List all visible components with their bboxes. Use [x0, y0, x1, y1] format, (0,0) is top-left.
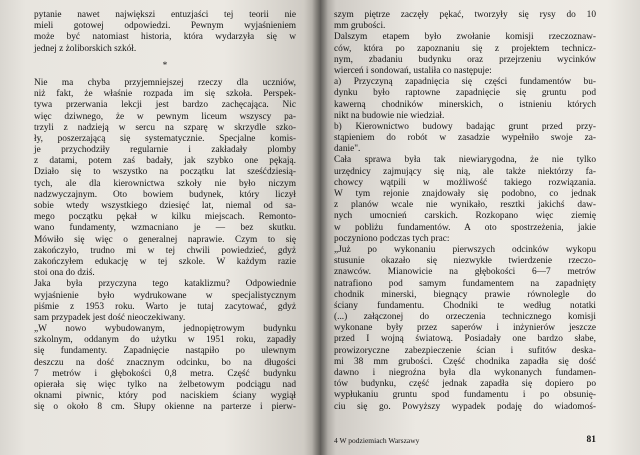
text-line: Cała sprawa była tak niewiarygodna, że nie tylko — [334, 155, 596, 166]
text-line: Działo się to wszystko na początku lat sześćdziesią- — [34, 167, 296, 178]
text-line: tych, ale dla kierownictwa szkoły nie było niczym — [34, 178, 296, 189]
text-line: wierceń i sondowań, ustaliła co następuje: — [334, 65, 492, 76]
text-line: Mówiło się więc o generalnej naprawie. Czym to się — [34, 234, 296, 245]
text-line: * — [162, 60, 168, 71]
text-line: w pobliżu fundamentów. A oto spostrzeżenia, jakie — [334, 222, 596, 233]
text-line: więc dziwnego, że w pewnym liceum wszyscy pa- — [34, 111, 296, 122]
text-line: stąpieniem do robót w zasadzie wypełniło swoje za- — [334, 133, 596, 144]
text-line: z datami, potem zaś badały, jak szybko one pękają. — [34, 156, 296, 167]
text-line: W tym rejonie znajdowały się podobno, co jednak — [334, 189, 596, 199]
text-line: mi 38 mm grubości. Część chodnika zapadła się dość — [334, 356, 596, 367]
text-line: mieli gotowej odpowiedzi. Pewnym wyjaśnieniem — [34, 21, 296, 32]
text-line: nadzwyczajnym. Oto bowiem budynek, który liczył — [34, 189, 296, 200]
text-line: nym, zbadaniu budynku oraz przejrzeniu wycinków — [334, 54, 596, 65]
text-line: mm grubości. — [334, 21, 386, 32]
text-line: opierała się więc tylko na żelbetowym podciągu nad — [34, 380, 296, 390]
text-line: stoi ona do dziś. — [34, 268, 95, 279]
text-line: chodnik minerski, biegnący prawie równolegle do — [334, 289, 596, 300]
text-line: ściany fundamentu. Chodniki te według notatki — [334, 300, 596, 311]
book-gutter — [312, 0, 328, 455]
text-line: szym piętrze zaczęły pękać, tworzyły się rysy do 10 — [334, 10, 596, 20]
text-line: Dalszym etapem było zwołanie komisji rzeczoznaw- — [334, 32, 596, 43]
text-line: 7 metrów i głębokości 0,8 metra. Część budynku — [34, 368, 296, 379]
left-page-text — [34, 10, 296, 414]
text-line: chowcy wątpili w możliwość takiego rozwiązania. — [334, 177, 596, 188]
running-footer-title: 4 W podziemiach Warszawy — [334, 436, 420, 445]
text-line: dawno i niegroźna była dla wykonanych fundamen- — [334, 368, 596, 378]
text-line: prowizoryczne zabezpieczenie ścian i sufitów deska- — [334, 345, 596, 356]
text-line: piśmie z 1953 roku. Warto je tutaj zacytować, gdyż — [34, 301, 296, 312]
text-line: ły, poszerzającą się systematycznie. Specjalne komis- — [34, 133, 296, 144]
right-page-text — [334, 10, 596, 413]
text-line: z planów wcale nie wynikało, resztki jakichś daw- — [334, 200, 596, 211]
text-line: sam przypadek jest dość nieoczekiwany. — [34, 312, 186, 323]
text-line: danie". — [334, 144, 361, 155]
text-line: nikt na budowie nie wiedział. — [334, 110, 445, 121]
text-line: ciu się go. Powyższy wypadek podaję do wiadomoś- — [334, 401, 596, 412]
text-line: wykonane były przez saperów i inżynierów jeszcze — [334, 323, 596, 334]
text-line: urzędnicy zajmujący się nią, ale także niektórzy fa- — [334, 166, 596, 177]
text-line: nych umocnień carskich. Rozkopano więc ziemię — [334, 211, 596, 222]
text-line: szkolnym, oddanym do użytku w 1951 roku, zapadły — [34, 335, 296, 346]
text-line: pytanie nawet największi entuzjaści tej teorii nie — [34, 10, 296, 20]
text-line: je przychodziły regularnie i zakładały plomby — [34, 145, 296, 156]
page-number: 81 — [586, 435, 596, 445]
text-line: zakończyło, trudno mi w tej chwili powiedzieć, gdyż — [34, 245, 296, 256]
text-line: (...) załączonej do orzeczenia technicznego komisji — [334, 312, 596, 323]
text-line: natrafiono pod samym fundamentem na zapadnięty — [334, 278, 596, 289]
text-line: tów budynku, część jednak zapadła się dopiero po — [334, 379, 596, 390]
text-line: ców, która po zapoznaniu się z projektem technicz- — [334, 43, 596, 54]
text-line: zakończyłem edukację w tej szkole. W każdym razie — [34, 256, 296, 267]
text-line: oknami piwnic, który pod naciskiem ściany wygiął — [34, 391, 296, 402]
text-line: wyjaśnienie było wydrukowane w specjalistycznym — [34, 290, 296, 301]
right-page — [320, 0, 640, 455]
text-line: b) Kierownictwo budowy badając grunt przed przy- — [334, 121, 596, 132]
text-line: może być natomiast historia, która wydarzyła się w — [34, 32, 296, 43]
page-footer — [334, 435, 596, 445]
text-line: sobie wtedy wszystkiego dziesięć lat, niemal od sa- — [34, 201, 296, 211]
text-line: a) Przyczyną zapadnięcia się części fundamentów bu- — [334, 77, 596, 88]
text-line: jednej z żoliborskich szkół. — [34, 43, 137, 54]
text-line: poczyniono podczas tych prac: — [334, 233, 450, 244]
text-line: się o około 8 cm. Słupy okienne na parterze i pierw- — [34, 402, 296, 413]
text-line: Nie ma chyba przyjemniejszej rzeczy dla uczniów, — [34, 77, 296, 88]
text-line: niż fakt, że właśnie rozpada im się szkoła. Perspek- — [34, 89, 296, 100]
text-line: się fundamenty. Zapadnięcie nastąpiło po ulewnym — [34, 346, 296, 357]
text-line: znawców. Mianowicie na głębokości 6—7 metrów — [334, 267, 596, 278]
text-line: wano fundamenty, wzmacniano je — bez skutku. — [34, 223, 296, 234]
text-line: „W nowo wybudowanym, jednopiętrowym budynku — [34, 324, 296, 335]
text-line: mego początku pękał w kilku miejscach. Remonto- — [34, 212, 296, 223]
text-line: kawerną chodników minerskich, o istnieniu których — [334, 99, 596, 110]
text-line: dynku było raptowne zapadnięcie się gruntu pod — [334, 88, 596, 99]
text-line: przed I wojną światową. Posiadały one bardzo słabe, — [334, 334, 596, 345]
text-line: tywa przerwania lekcji jest bardzo zachęcająca. Nic — [34, 100, 296, 111]
text-line: Jaka była przyczyna tego kataklizmu? Odpowiednie — [34, 279, 296, 290]
text-line: stusunie okazało się niezwykłe twierdzenie rzeczo- — [334, 256, 596, 267]
text-line: trzyli z nadzieją w sercu na szparę w skrzydle szko- — [34, 122, 296, 133]
text-line: wypłukaniu gruntu spod fundamentu i po obsunię- — [334, 390, 596, 401]
text-line: „Już po wykonaniu pierwszych odcinków wykopu — [334, 244, 596, 255]
text-line: deszczu na dość znacznym odcinku, bo na długości — [34, 357, 296, 368]
